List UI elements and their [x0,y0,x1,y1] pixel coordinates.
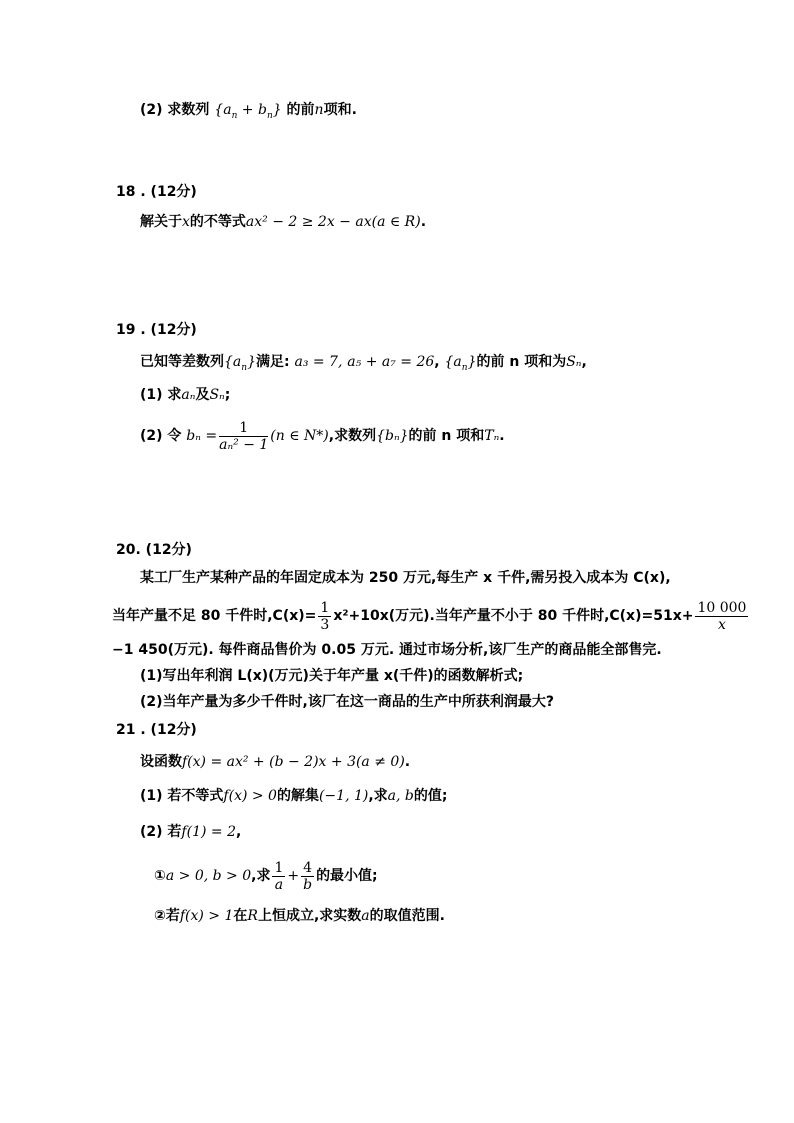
q19-frac-den: aₙ² − 1 [219,436,269,453]
q17-part2 [140,100,357,126]
q19-line1-suffix: , [434,354,440,370]
q19-part1-end: ; [224,387,231,403]
q19-line1-prefix: 已知等差数列 [140,354,224,370]
q20-frac2-den: x [718,616,726,633]
q21-part1-mid: 的解集 [276,788,319,804]
q19-line1-comma: , [581,354,587,370]
q20-frac1-den: 3 [320,616,330,633]
q19-seq-an: $\{a_n\}$ [224,354,256,373]
q19-period: . [499,428,505,444]
q19-part1-prefix: (1) 求 [140,387,182,403]
q21-sub2 [154,906,445,926]
q17-part2-prefix: (2) 求数列 [140,102,210,118]
q19-part2-seq: {bₙ} [376,428,409,444]
q17-seq-plus: + b [237,102,267,118]
q21-plus: + [287,868,300,884]
q21-frac-a-num: 1 [274,859,284,876]
q19-part2-cond: (n ∈ N*) [270,428,329,444]
q19-cond1: a₃ = 7, [294,354,343,370]
q20-header: 20. (12分) [116,542,192,558]
q21-sub2-mid2: 上恒成立,求实数 [257,908,362,924]
q21-frac-b-num: 4 [303,859,313,876]
q21-line1-prefix: 设函数 [140,754,182,770]
q21-part1 [140,786,448,806]
q20-line2-b: x²+10x(万元).当年产量不小于 80 千件时,C(x)=51x+ [333,608,694,624]
q21-sub2-cond: f(x) > 1 [179,908,234,924]
q19-bn: bₙ = [186,428,218,444]
q19-cond2: a₅ + a₇ = 26 [347,354,435,370]
q21-part1-ab: a, b [387,788,414,804]
q21-sub1 [154,856,378,896]
q19-part1-an: aₙ [181,387,196,403]
q21-frac-b [301,860,314,893]
q21-frac-a-den: a [274,876,284,893]
q21-sub1-mid: ,求 [251,868,271,884]
q21-sub2-prefix: ②若 [154,908,180,924]
q18-prefix: 解关于 [140,214,182,230]
q19-line1-mid: 满足: [255,354,290,370]
q17-part2-suffix: 的前 [286,102,315,118]
q17-sequence: $\{a_n + b_n\}$ [214,102,282,121]
q20-line3: −1 450(万元). 每件商品售价为 0.05 万元. 通过市场分析,该厂生产的商品能全部售完. [112,642,662,658]
q21-part2-prefix: (2) 若 [140,824,182,840]
q21-func: f(x) = ax² + (b − 2)x + 3(a ≠ 0) [182,754,405,770]
q19-part1 [140,385,230,405]
q17-seq-open: {a [214,102,232,118]
q17-seq-close: } [272,102,282,118]
q21-part1-end: 的值; [413,788,448,804]
q21-sub1-end: 的最小值; [316,868,378,884]
q20-line1: 某工厂生产某种产品的年固定成本为 250 万元,每生产 x 千件,需另投入成本为 C(x), [140,570,671,586]
q18-end: . [420,214,427,230]
q21-line1 [140,752,410,772]
q19-line1 [140,352,587,378]
q21-a: a [361,908,370,924]
q20-frac1 [318,600,331,633]
q20-frac1-num: 1 [320,599,330,616]
q21-sub2-mid: 在 [233,908,248,924]
q19-part2-end: 的前 n 项和 [408,428,485,444]
q19-part2-prefix: (2) 令 [140,428,182,444]
q19-part1-Sn: Sₙ [209,387,225,403]
q21-part1-mid2: ,求 [368,788,388,804]
q17-n: n [314,102,324,118]
q21-part2-cond: f(1) = 2 [181,824,236,840]
q19-line1-end: 的前 n 项和为 [476,354,567,370]
q21-sub1-cond: a > 0, b > 0 [165,868,252,884]
q21-frac-b-den: b [303,876,313,893]
q21-part1-ineq: f(x) > 0 [223,788,277,804]
q20-line2 [112,596,750,636]
q19-header: 19 . (12分) [116,322,197,338]
q19-frac-num: 1 [219,420,268,437]
q21-frac-a [272,860,285,893]
q21-part2 [140,822,241,842]
q21-line1-end: . [404,754,411,770]
q19-Tn: Tₙ [484,428,500,444]
q19-part2 [140,418,505,454]
q20-part1: (1)写出年利润 L(x)(万元)关于年产量 x(千件)的函数解析式; [140,668,524,684]
q21-R: R [247,908,258,924]
q19-part2-mid: ,求数列 [328,428,377,444]
q18-x: x [182,214,190,230]
q21-part2-end: , [235,824,242,840]
q21-sub1-prefix: ① [154,868,166,884]
q18-text [140,212,426,232]
q18-inequality: ax² − 2 ≥ 2x − ax(a ∈ R) [245,214,421,230]
q19-part1-mid: 及 [195,387,210,403]
q20-frac2 [695,600,748,633]
q21-header: 21 . (12分) [116,722,197,738]
q18-mid: 的不等式 [189,214,246,230]
q20-part2: (2)当年产量为多少千件时,该厂在这一商品的生产中所获利润最大? [140,694,554,710]
q19-Sn: Sₙ [566,354,582,370]
q19-seq-an-2: $\{a_n\}$ [444,354,477,373]
q20-frac2-num: 10 000 [697,599,747,616]
q18-header: 18 . (12分) [116,184,197,200]
q17-part2-end: 项和. [323,102,357,118]
q21-part1-set: (−1, 1) [318,788,369,804]
q20-line2-a: 当年产量不足 80 千件时,C(x)= [112,608,317,624]
q21-sub2-end: 的取值范围. [369,908,445,924]
q21-part1-prefix: (1) 若不等式 [140,788,224,804]
q19-fraction [219,420,268,453]
